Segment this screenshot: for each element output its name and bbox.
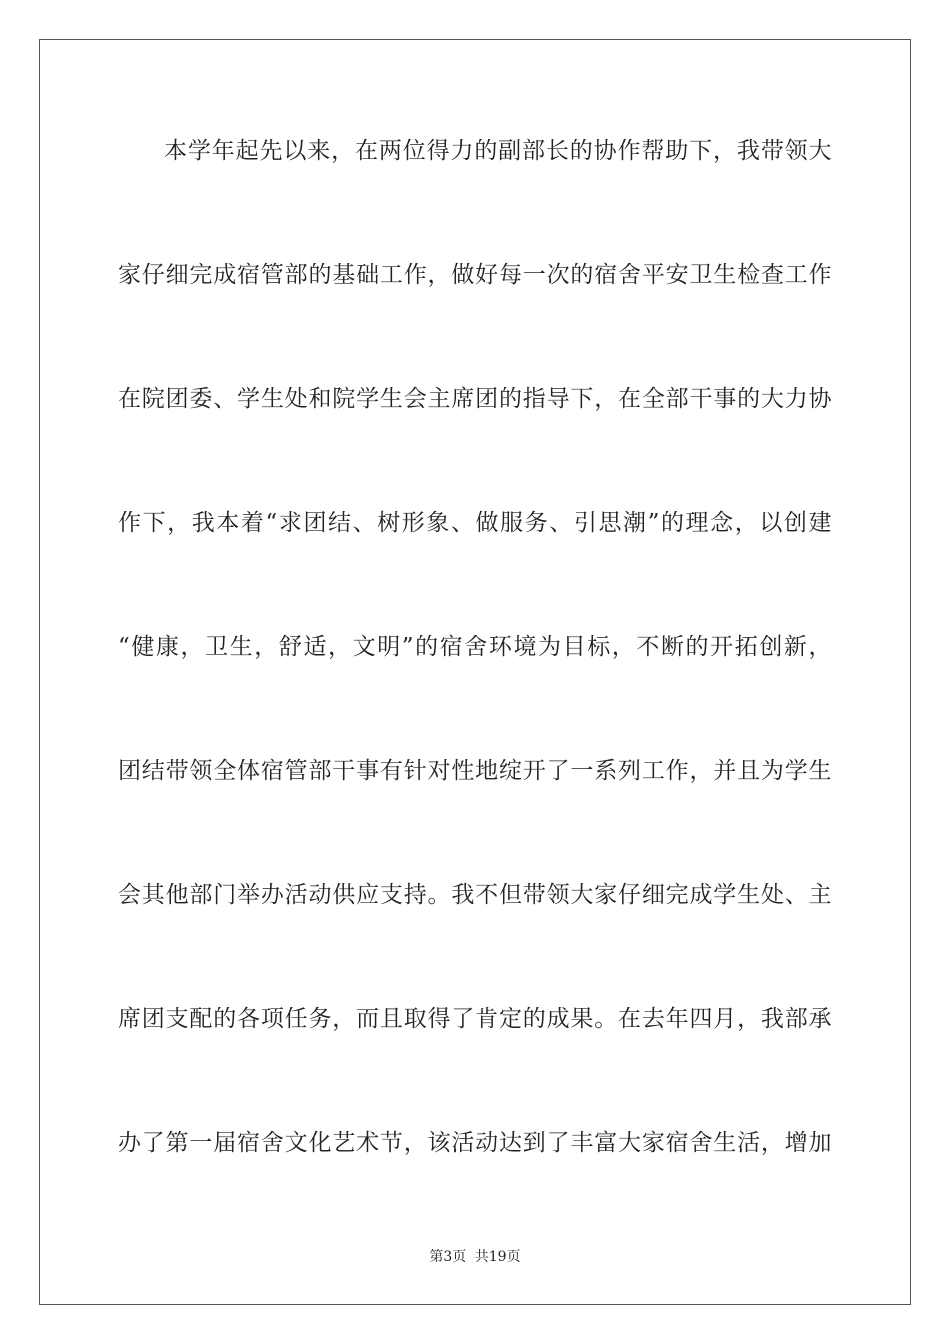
body-text-line-3: 在院团委、学生处和院学生会主席团的指导下，在全部干事的大力协 [118, 386, 832, 412]
body-text-line-2: 家仔细完成宿管部的基础工作，做好每一次的宿舍平安卫生检查工作 [118, 262, 832, 288]
page-number-current: 第3页 [429, 1249, 467, 1265]
page-number-total: 共19页 [474, 1249, 521, 1265]
body-text-line-1: 本学年起先以来，在两位得力的副部长的协作帮助下，我带领大 [164, 138, 832, 164]
body-text-line-7: 会其他部门举办活动供应支持。我不但带领大家仔细完成学生处、主 [118, 882, 832, 908]
body-text-line-6: 团结带领全体宿管部干事有针对性地绽开了一系列工作，并且为学生 [118, 758, 832, 784]
body-text-line-5: “健康，卫生，舒适，文明”的宿舍环境为目标，不断的开拓创新， [118, 634, 832, 660]
body-text-line-4: 作下，我本着“求团结、树形象、做服务、引思潮”的理念，以创建 [118, 510, 832, 536]
body-text-line-9: 办了第一届宿舍文化艺术节，该活动达到了丰富大家宿舍生活，增加 [118, 1130, 832, 1156]
page-border [39, 39, 911, 1305]
body-text-line-8: 席团支配的各项任务，而且取得了肯定的成果。在去年四月，我部承 [118, 1006, 832, 1032]
page-footer [0, 1248, 950, 1266]
